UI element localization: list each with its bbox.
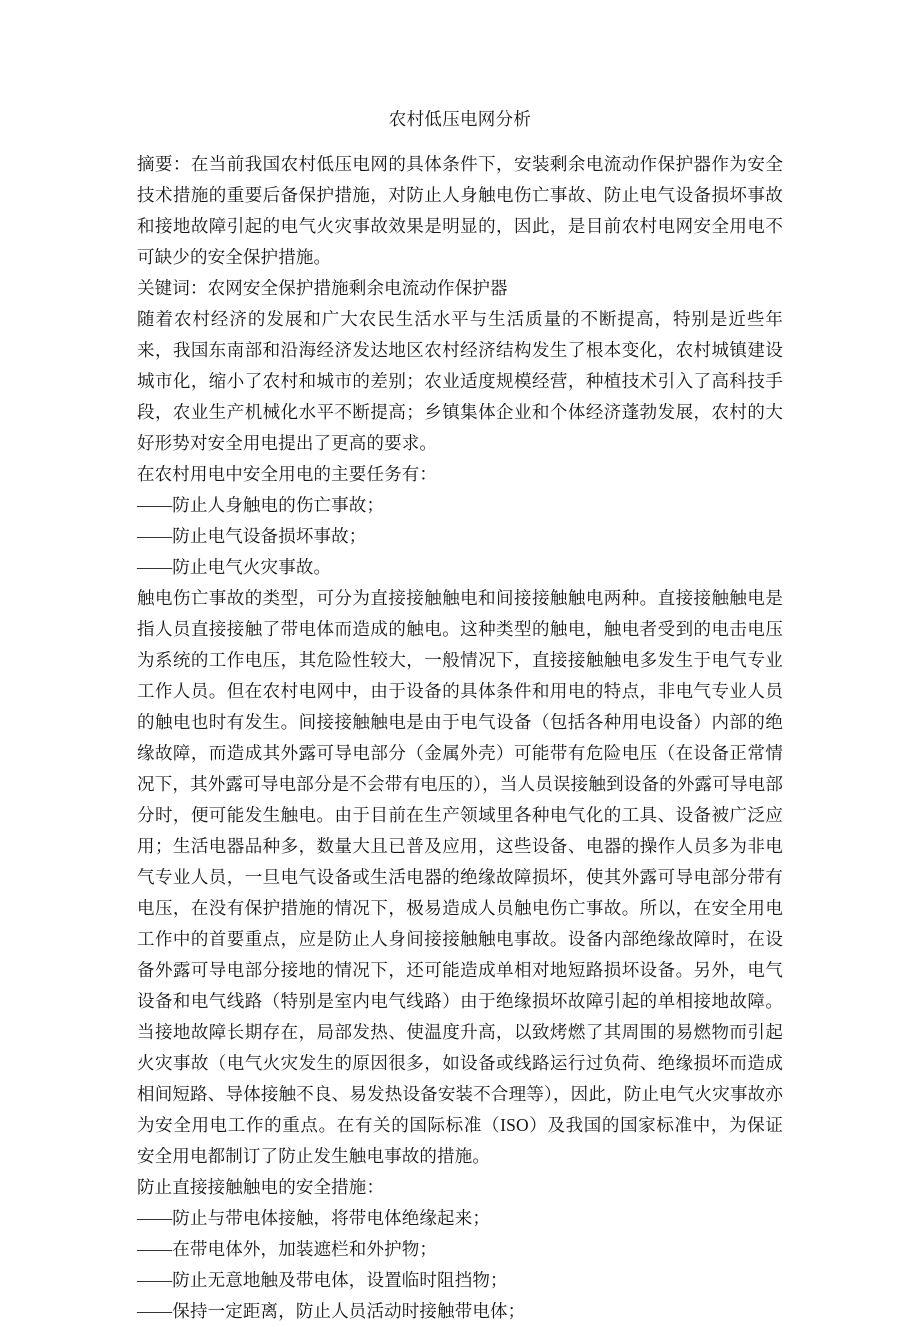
list-item: ——防止电气火灾事故。 bbox=[137, 557, 332, 577]
list-item: ——防止电气设备损坏事故； bbox=[137, 526, 367, 546]
tasks-lead-in: 在农村用电中安全用电的主要任务有： bbox=[137, 464, 438, 484]
list-item: ——在带电体外，加装遮栏和外护物； bbox=[137, 1239, 438, 1259]
list-item: ——防止与带电体接触，将带电体绝缘起来； bbox=[137, 1208, 490, 1228]
list-item: ——保持一定距离，防止人员活动时接触带电体； bbox=[137, 1301, 526, 1321]
main-body-paragraph: 触电伤亡事故的类型，可分为直接接触触电和间接接触触电两种。直接接触触电是指人员直接接触了带电体而造成的触电。这种类型的触电，触电者受到的电击电压为系统的工作电压，其危险性较大，一般情况下，直接接触触电多发生于电气专业工作人员。但在农村电网中，由于设备的具体条件和用电的特点，非电气专业人员的触电也时有发生。间接接触触电是由于电气设备（包括各种用电设备）内部的绝缘故障，而造成其外露可导电部分（金属外壳）可能带有危险电压（在设备正常情况下，其外露可导电部分是不会带有电压的），当人员误接触到设备的外露可导电部分时，便可能发生触电。由于目前在生产领域里各种电气化的工具、设备被广泛应用；生活电器品种多，数量大且已普及应用，这些设备、电器的操作人员多为非电气专业人员，一旦电气设备或生活电器的绝缘故障损坏，使其外露可导电部分带有电压，在没有保护措施的情况下，极易造成人员触电伤亡事故。所以，在安全用电工作中的首要重点，应是防止人身间接接触触电事故。设备内部绝缘故障时，在设备外露可导电部分接地的情况下，还可能造成单相对地短路损坏设备。另外，电气设备和电气线路（特别是室内电气线路）由于绝缘损坏故障引起的单相接地故障。当接地故障长期存在，局部发热、使温度升高，以致烤燃了其周围的易燃物而引起火灾事故（电气火灾发生的原因很多，如设备或线路运行过负荷、绝缘损坏而造成相间短路、导体接触不良、易发热设备安装不合理等），因此，防止电气火灾事故亦为安全用电工作的重点。在有关的国际标准（ISO）及我国的国家标准中，为保证安全用电都制订了防止发生触电事故的措施。 bbox=[137, 588, 783, 1166]
document-body bbox=[137, 104, 783, 1327]
list-item: ——防止无意地触及带电体，设置临时阻挡物； bbox=[137, 1270, 508, 1290]
keywords-paragraph: 关键词：农网安全保护措施剩余电流动作保护器 bbox=[137, 278, 508, 298]
list-item: ——防止人身触电的伤亡事故； bbox=[137, 495, 385, 515]
page-title: 农村低压电网分析 bbox=[388, 109, 532, 129]
introduction-paragraph: 随着农村经济的发展和广大农民生活水平与生活质量的不断提高，特别是近些年来，我国东南部和沿海经济发达地区农村经济结构发生了根本变化，农村城镇建设城市化，缩小了农村和城市的差别；农业适度规模经营，种植技术引入了高科技手段，农业生产机械化水平不断提高；乡镇集体企业和个体经济蓬勃发展，农村的大好形势对安全用电提出了更高的要求。 bbox=[137, 309, 783, 453]
abstract-paragraph: 摘要：在当前我国农村低压电网的具体条件下，安装剩余电流动作保护器作为安全技术措施的重要后备保护措施，对防止人身触电伤亡事故、防止电气设备损坏事故和接地故障引起的电气火灾事故效果是明显的，因此，是目前农村电网安全用电不可缺少的安全保护措施。 bbox=[137, 154, 783, 267]
measures-lead-in: 防止直接接触触电的安全措施： bbox=[137, 1177, 385, 1197]
